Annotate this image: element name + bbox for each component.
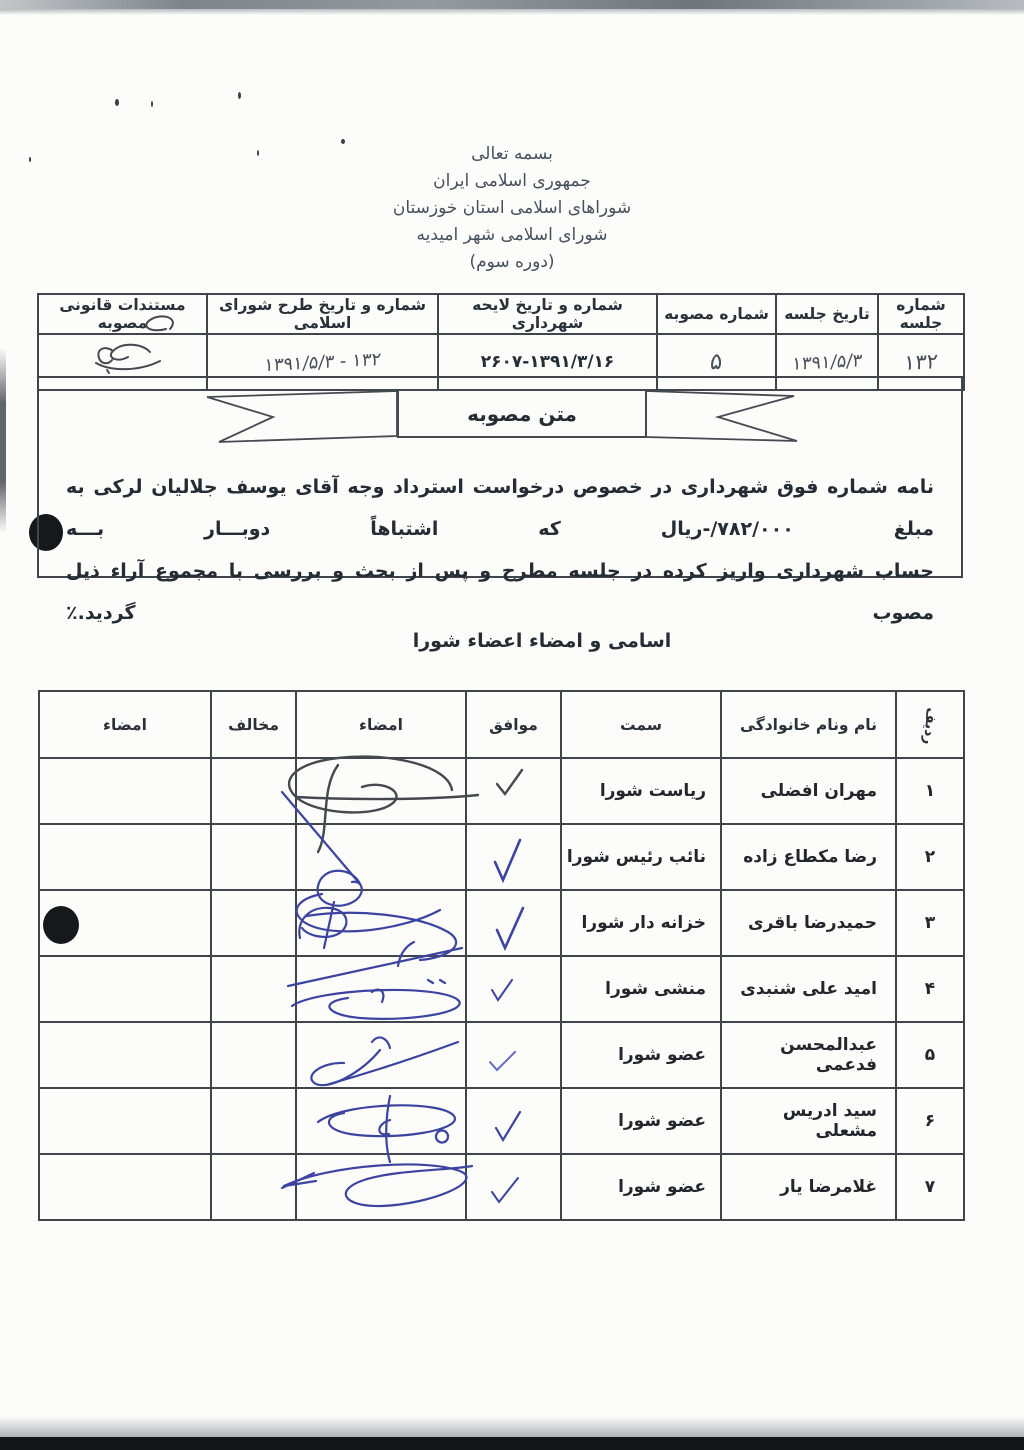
scan-left-edge-shadow <box>0 348 6 533</box>
col-header-position: سمت <box>561 691 721 758</box>
signature-cell <box>296 1154 466 1220</box>
members-section-title: اسامی و امضاء اعضاء شورا <box>412 630 672 652</box>
member-position: عضو شورا <box>561 1022 721 1088</box>
member-number: ۶ <box>896 1088 964 1154</box>
scan-speckle <box>238 92 241 99</box>
agree-cell <box>466 956 561 1022</box>
member-number: ۴ <box>896 956 964 1022</box>
signature-cell <box>296 758 466 824</box>
signature-cell <box>296 824 466 890</box>
scan-speckle <box>115 99 119 106</box>
signature-cell <box>296 1022 466 1088</box>
letterhead <box>232 141 792 276</box>
member-position: منشی شورا <box>561 956 721 1022</box>
col-header-signature-2: امضاء <box>39 691 211 758</box>
scan-speckle <box>29 157 31 162</box>
member-position: خزانه دار شورا <box>561 890 721 956</box>
oppose-cell <box>211 956 296 1022</box>
info-table-header-row <box>38 294 964 334</box>
members-header-row <box>39 691 964 758</box>
signature-cell-2 <box>39 824 211 890</box>
col-header-signature: امضاء <box>296 691 466 758</box>
resolution-number-handwritten: ۵ <box>709 348 724 376</box>
session-date-handwritten: ۱۳۹۱/۵/۳ <box>791 349 863 375</box>
member-row <box>39 1022 964 1088</box>
member-name: غلامرضا یار <box>721 1154 896 1220</box>
member-name: امید علی شنبدی <box>721 956 896 1022</box>
member-name: مهران افضلی <box>721 758 896 824</box>
oppose-cell <box>211 1154 296 1220</box>
oppose-cell <box>211 758 296 824</box>
agree-cell <box>466 824 561 890</box>
agree-cell <box>466 758 561 824</box>
signature-cell-2 <box>39 890 211 956</box>
member-position: نائب رئیس شورا <box>561 824 721 890</box>
session-number-handwritten: ۱۳۲ <box>903 349 939 375</box>
oppose-cell <box>211 824 296 890</box>
signature-cell-2 <box>39 1022 211 1088</box>
letterhead-line-province-councils: شوراهای اسلامی استان خوزستان <box>392 198 632 218</box>
member-number: ۲ <box>896 824 964 890</box>
signature-cell <box>296 956 466 1022</box>
members-table <box>38 690 965 1221</box>
col-header-agree: موافق <box>466 691 561 758</box>
agree-cell <box>466 1154 561 1220</box>
signature-cell-2 <box>39 956 211 1022</box>
signature-cell-2 <box>39 1088 211 1154</box>
signature-cell-2 <box>39 758 211 824</box>
header-council-plan: شماره و تاریخ طرح شورای اسلامی <box>207 294 438 334</box>
oppose-cell <box>211 890 296 956</box>
resolution-line1-pre: نامه شماره فوق شهرداری در خصوص درخواست استرداد وجه آقای یوسف جلالیان لرکی به مبلغ <box>66 476 934 540</box>
member-name: رضا مکطاع زاده <box>721 824 896 890</box>
member-position: عضو شورا <box>561 1154 721 1220</box>
municipality-bill-value: ۲۶۰۷-۱۳۹۱/۳/۱۶ <box>480 352 615 372</box>
signature-cell-2 <box>39 1154 211 1220</box>
header-session-number: شماره جلسه <box>878 294 964 334</box>
scan-top-edge <box>0 0 1024 9</box>
member-number: ۷ <box>896 1154 964 1220</box>
col-header-oppose: مخالف <box>211 691 296 758</box>
scan-bottom-edge <box>0 1437 1024 1450</box>
member-row <box>39 890 964 956</box>
letterhead-line-term: (دوره سوم) <box>469 252 555 272</box>
member-row <box>39 1088 964 1154</box>
resolution-line1-post: ریال که اشتباهاً دوبـــار بـــه <box>66 518 703 540</box>
letterhead-line-bismillah: بسمه تعالی <box>471 144 553 164</box>
signature-cell <box>296 890 466 956</box>
member-row <box>39 758 964 824</box>
scan-speckle <box>151 101 153 107</box>
member-name: عبدالمحسن فدعمی <box>721 1022 896 1088</box>
oppose-cell <box>211 1088 296 1154</box>
header-session-date: تاریخ جلسه <box>776 294 878 334</box>
col-header-row-number: ردیف <box>896 691 964 758</box>
col-header-name: نام ونام خانوادگی <box>721 691 896 758</box>
header-legal-docs: مستندات قانونی مصوبه <box>38 294 207 334</box>
member-row <box>39 824 964 890</box>
resolution-line-1 <box>66 466 934 550</box>
signature-cell <box>296 1088 466 1154</box>
resolution-text <box>66 466 934 634</box>
scan-bottom-smear <box>0 1416 1024 1437</box>
header-municipality-bill: شماره و تاریخ لایحه شهرداری <box>438 294 657 334</box>
member-row <box>39 1154 964 1220</box>
letterhead-line-city-council: شورای اسلامی شهر امیدیه <box>416 225 608 245</box>
banner-title: متن مصوبه <box>397 389 647 438</box>
resolution-amount: -/۷۸۲/۰۰۰ <box>702 518 794 540</box>
member-name: سید ادریس مشعلی <box>721 1088 896 1154</box>
council-plan-handwritten: ۱۳۲ - ۱۳۹۱/۵/۳ <box>263 348 382 376</box>
agree-cell <box>466 1088 561 1154</box>
resolution-line-2: حساب شهرداری واریز کرده در جلسه مطرح و پس از بحث و بررسی با مجموع آراء ذیل مصوب گردید.٪ <box>66 560 934 624</box>
member-position: ریاست شورا <box>561 758 721 824</box>
oppose-cell <box>211 1022 296 1088</box>
member-number: ۳ <box>896 890 964 956</box>
scan-top-edge-fade <box>0 9 1024 15</box>
header-resolution-number: شماره مصوبه <box>657 294 776 334</box>
member-number: ۱ <box>896 758 964 824</box>
member-row <box>39 956 964 1022</box>
member-number: ۵ <box>896 1022 964 1088</box>
letterhead-line-republic: جمهوری اسلامی ایران <box>433 171 591 191</box>
member-name: حمیدرضا باقری <box>721 890 896 956</box>
agree-cell <box>466 1022 561 1088</box>
member-position: عضو شورا <box>561 1088 721 1154</box>
agree-cell <box>466 890 561 956</box>
